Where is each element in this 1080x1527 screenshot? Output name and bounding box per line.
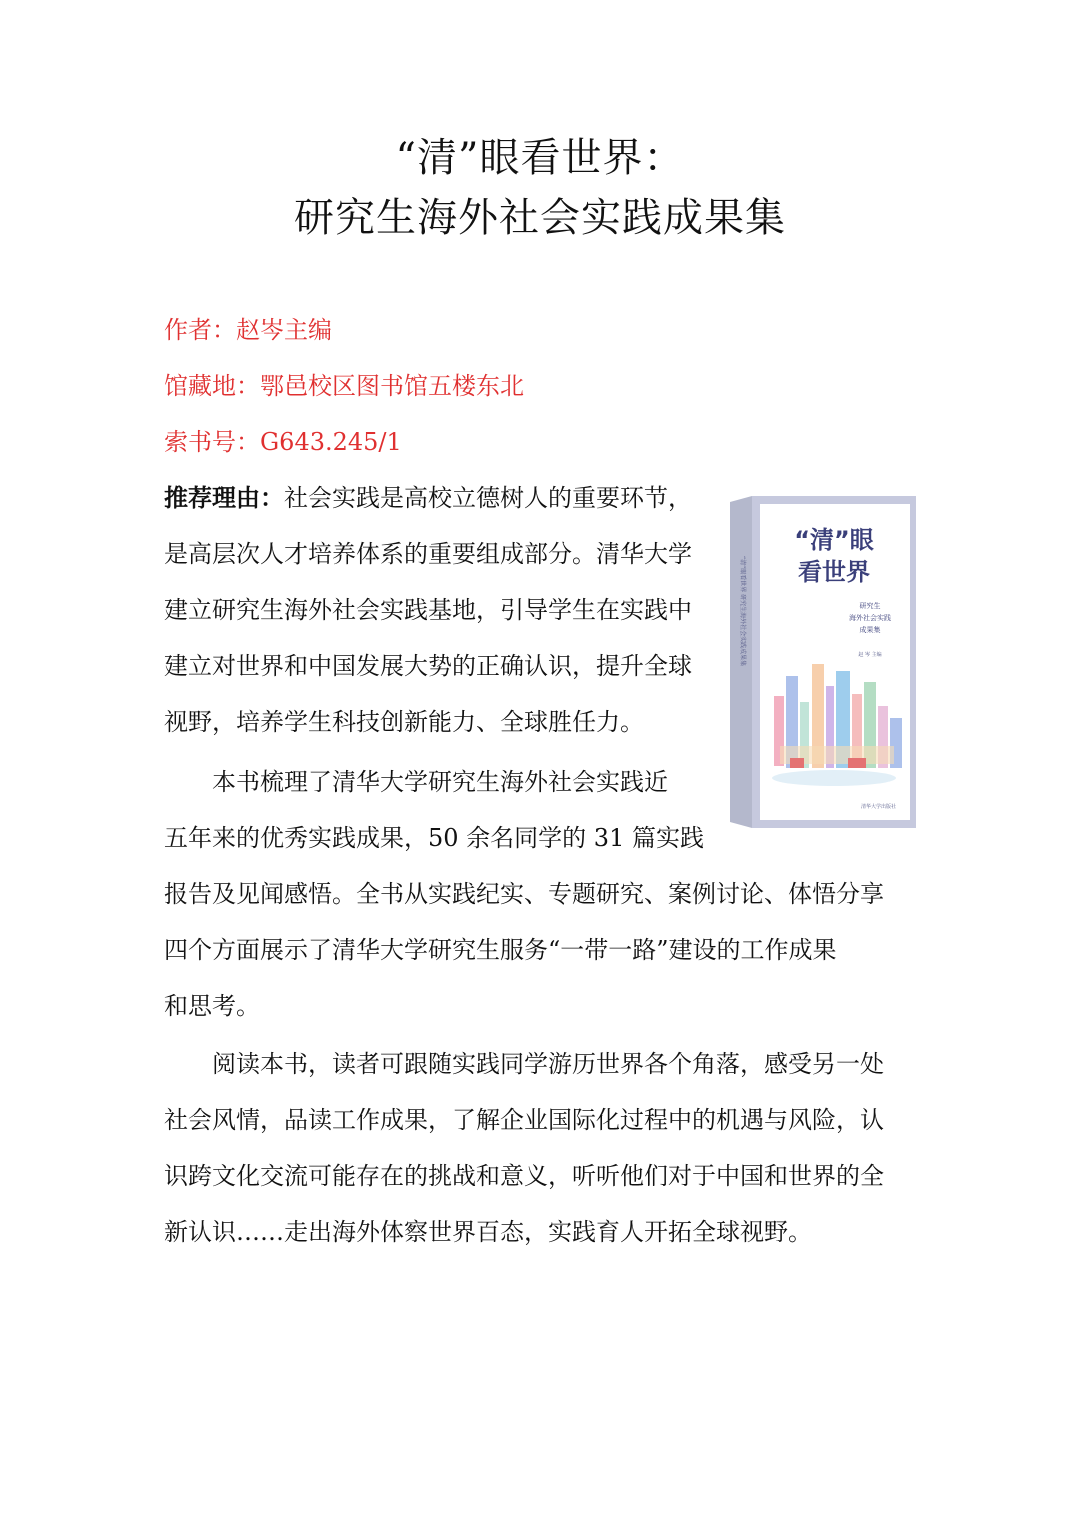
reading-line: 识跨文化交流可能存在的挑战和意义，听听他们对于中国和世界的全 — [164, 1162, 884, 1190]
recommend-line: 建立研究生海外社会实践基地，引导学生在实践中 — [164, 596, 692, 624]
cover-sub-line-3: 成果集 — [859, 626, 881, 634]
recommend-line: 是高层次人才培养体系的重要组成部分。清华大学 — [164, 540, 692, 568]
title-line-1: “清”眼看世界： — [395, 135, 685, 181]
callno-value: G643.245/1 — [260, 428, 402, 456]
reading-line: 社会风情，品读工作成果，了解企业国际化过程中的机遇与风险，认 — [164, 1106, 884, 1134]
cover-sub-line-1: 研究生 — [859, 602, 881, 610]
summary-paragraph-top — [164, 754, 714, 866]
recommend-line: 视野，培养学生科技创新能力、全球胜任力。 — [164, 708, 644, 736]
cover-sub-line-2: 海外社会实践 — [849, 614, 891, 622]
summary-line: 和思考。 — [164, 992, 260, 1020]
summary-paragraph-bottom — [164, 866, 916, 1034]
svg-text:“清”眼看世界 研究生海外社会实践成果集: “清”眼看世界 研究生海外社会实践成果集 — [739, 556, 746, 667]
cover-publisher: 清华大学出版社 — [860, 804, 896, 810]
recommend-label: 推荐理由： — [164, 483, 284, 512]
spine-text — [739, 556, 747, 666]
callno-row — [164, 426, 402, 458]
location-row — [164, 370, 524, 402]
reading-line: 阅读本书，读者可跟随实践同学游历世界各个角落，感受另一处 — [212, 1050, 884, 1078]
recommend-paragraph — [164, 470, 714, 750]
reading-paragraph — [164, 1036, 916, 1260]
location-label: 馆藏地： — [164, 372, 260, 400]
recommend-text: 社会实践是高校立德树人的重要环节， — [284, 484, 692, 512]
callno-label: 索书号： — [164, 428, 260, 456]
summary-line: 四个方面展示了清华大学研究生服务“一带一路”建设的工作成果 — [164, 936, 837, 964]
summary-line: 五年来的优秀实践成果，50 余名同学的 31 篇实践 — [164, 824, 704, 852]
author-row — [164, 314, 332, 346]
book-cover-image — [730, 496, 916, 828]
summary-line: 报告及见闻感悟。全书从实践纪实、专题研究、案例讨论、体悟分享 — [164, 880, 884, 908]
title-line-2: 研究生海外社会实践成果集 — [294, 195, 786, 241]
recommend-line: 建立对世界和中国发展大势的正确认识，提升全球 — [164, 652, 692, 680]
reading-line: 新认识……走出海外体察世界百态，实践育人开拓全球视野。 — [164, 1218, 812, 1246]
author-value: 赵岑主编 — [236, 316, 332, 344]
author-label: 作者： — [164, 316, 236, 344]
cover-editor: 赵 岑 主编 — [858, 652, 882, 658]
recommend-line — [164, 470, 714, 526]
cover-title-line-2: 看世界 — [798, 558, 870, 586]
location-value: 鄂邑校区图书馆五楼东北 — [260, 372, 524, 400]
summary-line: 本书梳理了清华大学研究生海外社会实践近 — [212, 768, 668, 796]
cover-title-line-1: “清”眼 — [794, 526, 874, 554]
